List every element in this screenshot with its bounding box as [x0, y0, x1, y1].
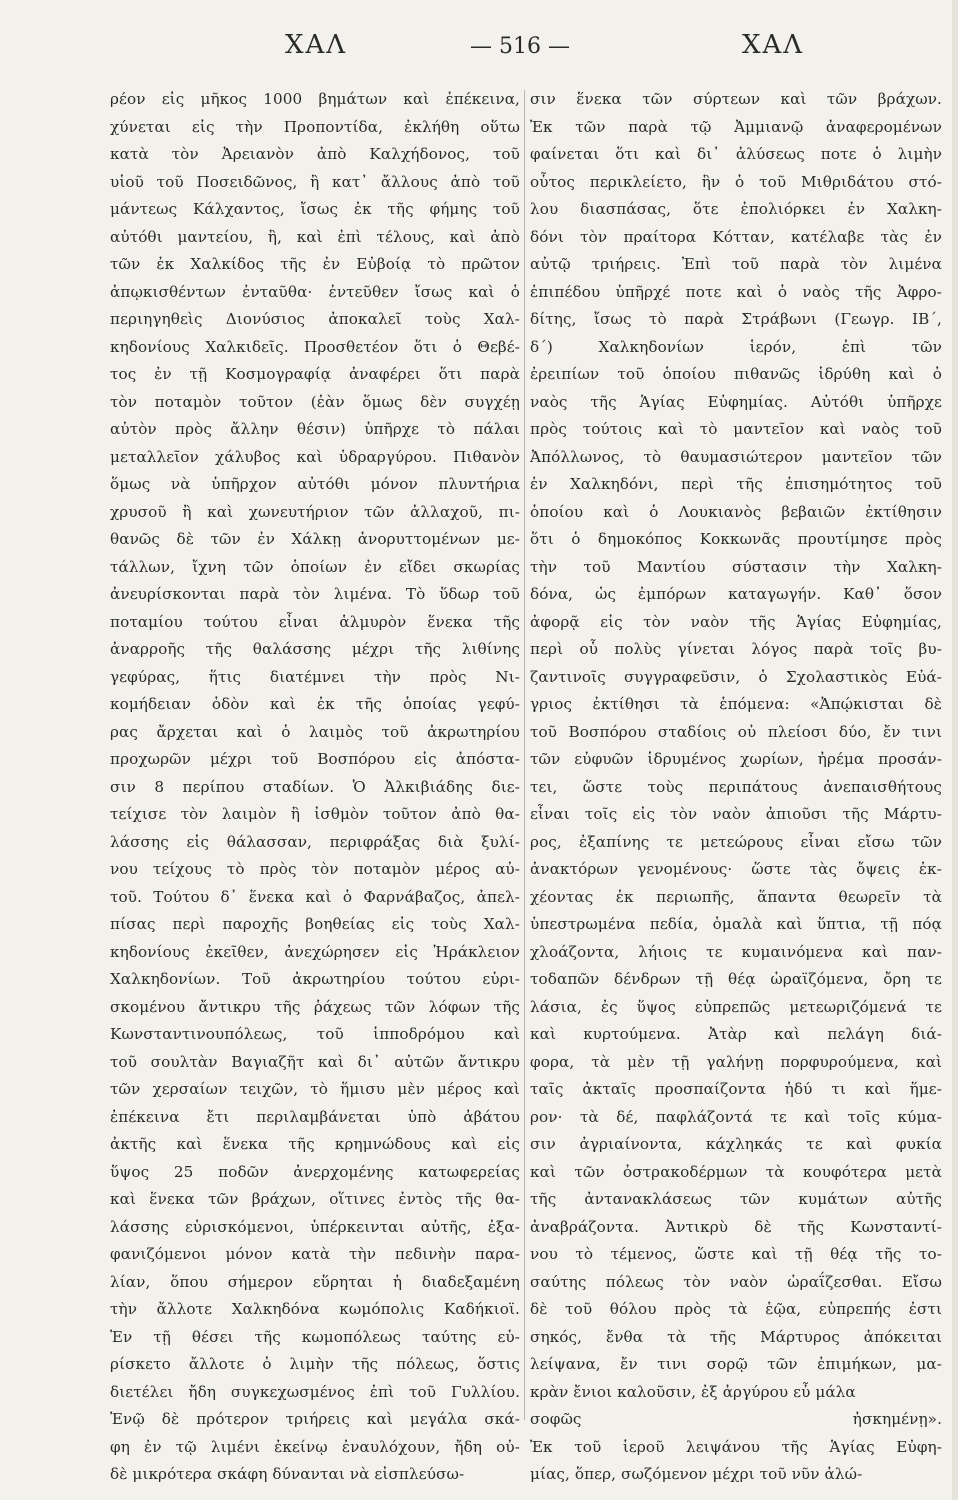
text-line: προχωρῶν μέχρι τοῦ Βοσπόρου εἰς ἀπόστα-	[110, 750, 520, 768]
text-line: ἐπιπέδου ὑπῆρχέ ποτε καὶ ὁ ναὸς τῆς Ἀφρο-	[530, 282, 942, 301]
right-text-column	[530, 86, 942, 1489]
text-line: ὕψος 25 ποδῶν ἀνερχομένης κατωφερείας	[110, 1162, 520, 1181]
text-line: κηδονίους ἐκεῖθεν, ἀνεχώρησεν εἰς Ἡράκλειον	[110, 942, 520, 961]
text-line: Ἐκ τοῦ ἱεροῦ λειψάνου τῆς Ἁγίας Εὐφη-	[530, 1437, 942, 1456]
text-line: ἐπέκεινα ἔτι περιλαμβάνεται ὑπὸ ἀβάτου	[110, 1107, 520, 1126]
text-line: τοῦ σουλτὰν Βαγιαζῆτ καὶ δι᾽ αὐτῶν ἄντικρυ	[110, 1052, 520, 1071]
text-line: γεφύρας, ἥτις διατέμνει τὴν πρὸς Νι-	[110, 667, 520, 686]
text-line: ζαντινοῖς συγγραφεῦσιν, ὁ Σχολαστικὸς Εὐά-	[530, 667, 942, 686]
text-line: τείχισε τὸν λαιμὸν ἢ ἰσθμὸν τοῦτον ἀπὸ θα-	[110, 805, 520, 823]
text-line: σαύτης πόλεως τὸν ναὸν ὡραΐζεσθαι. Εἴσω	[530, 1272, 942, 1291]
text-line: δ΄) Χαλκηδονίων ἱερόν, ἐπὶ τῶν	[530, 337, 942, 356]
text-line: φαίνεται ὅτι καὶ δι᾽ ἀλύσεως ποτε ὁ λιμὴν	[530, 145, 942, 163]
text-line: περιηγηθεὶς Διονύσιος ἀποκαλεῖ τοὺς Χαλ-	[110, 310, 520, 328]
text-line: λείψανα, ἔν τινι σορῷ τῶν ἐπιμήκων, μα-	[530, 1355, 942, 1373]
header-left-title: ΧΑΛ	[285, 30, 348, 60]
text-line: φορα, τὰ μὲν τῇ γαλήνῃ πορφυρούμενα, καὶ	[530, 1052, 942, 1071]
text-line: ἀναβράζοντα. Ἀντικρὺ δὲ τῆς Κωνσταντί-	[530, 1217, 942, 1236]
text-line: τὴν ἄλλοτε Χαλκηδόνα κωμόπολις Καδήκιοϊ.	[110, 1300, 520, 1318]
text-line: λίαν, ὅπου σήμερον εὕρηται ἡ διαδεξαμένη	[110, 1272, 520, 1291]
text-line: εἶναι τοῖς εἰς τὸν ναὸν ἀπιοῦσι τῆς Μάρτυ-	[530, 805, 942, 823]
text-line: χρυσοῦ ἢ καὶ χωνευτήριον τῶν ἀλλαχοῦ, πι-	[110, 502, 520, 521]
column-divider	[524, 90, 525, 1420]
text-line: σιν ἕνεκα τῶν σύρτεων καὶ τῶν βράχων.	[530, 90, 942, 108]
text-line: πίσας περὶ παροχῆς βοηθείας εἰς τοὺς Χαλ-	[110, 915, 520, 933]
text-line: δὲ τοῦ θόλου πρὸς τὰ ἑῷα, εὐπρεπής ἐστι	[530, 1300, 942, 1318]
header-right-title: ΧΑΛ	[742, 30, 805, 60]
text-line: Χαλκηδονίων. Τοῦ ἀκρωτηρίου τούτου εὑρι-	[110, 970, 520, 988]
scan-edge	[952, 0, 958, 1500]
text-line: δόνα, ὡς ἐμπόρων καταγωγήν. Καθ᾽ ὅσον	[530, 585, 942, 603]
text-line: αὐτόθι μαντείου, ἢ, καὶ ἐπὶ τέλους, καὶ ἀπὸ	[110, 227, 520, 246]
text-line: τῆς ἀντανακλάσεως τῶν κυμάτων αὐτῆς	[530, 1190, 942, 1208]
text-line: λου διασπάσας, ὅτε ἐπολιόρκει ἐν Χαλκη-	[530, 200, 942, 218]
text-line: διετέλει ἤδη συγκεχωσμένος ἐπὶ τοῦ Γυλλίου.	[110, 1382, 520, 1401]
text-line: γριος ἐκτίθησι τὰ ἑπόμενα: «Ἀπῴκισται δὲ	[530, 695, 942, 713]
text-line: αὐτῷ τριήρεις. Ἐπὶ τοῦ παρὰ τὸν λιμένα	[530, 255, 942, 273]
text-line: λάσσης εὑρισκόμενοι, ὑπέρκεινται αὐτῆς, ἐξα-	[110, 1217, 520, 1236]
text-line: χέοντας ἐκ περιωπῆς, ἅπαντα θεωρεῖν τὰ	[530, 887, 942, 906]
text-line: ναὸς τῆς Ἁγίας Εὐφημίας. Αὐτόθι ὑπῆρχε	[530, 392, 942, 411]
text-line: καὶ κυρτούμενα. Ἀτὰρ καὶ πελάγη διά-	[530, 1025, 942, 1043]
left-text-column	[110, 86, 520, 1489]
text-line: κατὰ τὸν Ἀρειανὸν ἀπὸ Καλχήδονος, τοῦ	[110, 145, 520, 163]
page-header	[0, 30, 958, 70]
text-line: ἀνευρίσκονται παρὰ τὸν λιμένα. Τὸ ὕδωρ τοῦ	[110, 585, 520, 603]
text-line: νου τείχους τὸ πρὸς τὸν ποταμὸν μέρος αὐ-	[110, 860, 520, 878]
text-line: ἀπῳκισθέντων ἐνταῦθα· ἐντεῦθεν ἴσως καὶ ὁ	[110, 282, 520, 301]
text-line: φη ἐν τῷ λιμένι ἐκείνῳ ἐναυλόχουν, ἤδη οὐ-	[110, 1437, 520, 1456]
text-line: δόνι τὸν πραίτορα Κότταν, κατέλαβε τὰς ἐν	[530, 227, 942, 246]
text-line: τῶν χερσαίων τειχῶν, τὸ ἥμισυ μὲν μέρος καὶ	[110, 1080, 520, 1098]
text-line: τοδαπῶν δένδρων τῇ θέᾳ ὡραϊζόμενα, ὄρη τε	[530, 970, 942, 988]
text-line: μάντεως Κάλχαντος, ἴσως ἐκ τῆς φήμης τοῦ	[110, 200, 520, 218]
text-line: τάλλων, ἴχνη τῶν ὁποίων ἐν εἴδει σκωρίας	[110, 557, 520, 576]
text-line: φανιζόμενοι μόνον κατὰ τὴν πεδινὴν παρα-	[110, 1245, 520, 1263]
text-line: ρος, ἐξαπίνης τε μετεώρους εἶναι εἴσω τῶν	[530, 832, 942, 851]
text-line: ἐρειπίων τοῦ ὁποίου πιθανῶς ἱδρύθη καὶ ὁ	[530, 365, 942, 383]
text-line: σιν 8 περίπου σταδίων. Ὁ Ἀλκιβιάδης διε-	[110, 777, 520, 796]
text-line: ἀνακτόρων γενομένους· ὥστε τὰς ὄψεις ἐκ-	[530, 860, 942, 878]
text-line: ρας ἄρχεται καὶ ὁ λαιμὸς τοῦ ἀκρωτηρίου	[110, 722, 520, 741]
text-line: ὁποίου καὶ ὁ Λουκιανὸς βεβαιῶν ἐκτίθησιν	[530, 502, 942, 521]
text-line: τὴν τοῦ Μαντίου σύστασιν τὴν Χαλκη-	[530, 557, 942, 576]
text-line: ποταμίου τούτου εἶναι ἁλμυρὸν ἕνεκα τῆς	[110, 612, 520, 631]
text-line: χλοάζοντα, λήιοις τε κυμαινόμενα καὶ παν-	[530, 942, 942, 961]
text-line: Ἀπόλλωνος, τὸ θαυμασιώτερον μαντεῖον τῶν	[530, 447, 942, 466]
text-line: σιν ἀγριαίνοντα, κάχληκάς τε καὶ φυκία	[530, 1135, 942, 1153]
text-line: καὶ ἕνεκα τῶν βράχων, οἵτινες ἐντὸς τῆς θα-	[110, 1190, 520, 1208]
text-line: ὑπεστρωμένα πεδία, ὁμαλὰ καὶ ὕπτια, τῇ πόᾳ	[530, 915, 942, 933]
text-line: καὶ τῶν ὀστρακοδέρμων τὰ κουφότερα μετὰ	[530, 1162, 942, 1181]
text-line: πρὸς τούτοις καὶ τὸ μαντεῖον καὶ ναὸς τοῦ	[530, 420, 942, 438]
text-line: ἀφορᾷ εἰς τὸν ναὸν τῆς Ἁγίας Εὐφημίας,	[530, 612, 942, 631]
text-line: Κωνσταντινουπόλεως, τοῦ ἱπποδρόμου καὶ	[110, 1025, 520, 1043]
text-line: Ἐνῷ δὲ πρότερον τριήρεις καὶ μεγάλα σκά-	[110, 1410, 520, 1428]
text-line: ρέον εἰς μῆκος 1000 βημάτων καὶ ἐπέκεινα,	[110, 90, 520, 108]
text-line: Ἐκ τῶν παρὰ τῷ Ἀμμιανῷ ἀναφερομένων	[530, 117, 942, 136]
text-line: τῶν ἐκ Χαλκίδος τῆς ἐν Εὐβοίᾳ τὸ πρῶτον	[110, 255, 520, 273]
text-line: σοφῶς ἠσκημένῃ».	[530, 1410, 942, 1428]
text-line: τῶν εὐφυῶν ἱδρυμένος χωρίων, ἠρέμα προσάν-	[530, 750, 942, 768]
text-line: δίτης, ἴσως τὸ παρὰ Στράβωνι (Γεωγρ. ΙΒ΄,	[530, 310, 942, 328]
text-line: ἀναρροῆς τῆς θαλάσσης μέχρι τῆς λιθίνης	[110, 640, 520, 658]
text-line: μεταλλεῖον χάλυβος καὶ ὑδραργύρου. Πιθανὸν	[110, 447, 520, 466]
text-line: αὐτὸν πρὸς ἄλλην θέσιν) ὑπῆρχε τὸ πάλαι	[110, 420, 520, 438]
text-line: τει, ὥστε τοὺς περιπάτους ἀνεπαισθήτους	[530, 777, 942, 796]
text-line: ταῖς ἀκταῖς προσπαίζοντα ἡδύ τι καὶ ἥμε-	[530, 1080, 942, 1098]
text-line: Ἐν τῇ θέσει τῆς κωμοπόλεως ταύτης εὑ-	[110, 1327, 520, 1346]
page-number: — 516 —	[470, 34, 570, 59]
text-line: κομήδειαν ὁδὸν καὶ ἐκ τῆς ὁποίας γεφύ-	[110, 695, 520, 713]
text-line: νου τὸ τέμενος, ὥστε καὶ τῇ θέᾳ τῆς το-	[530, 1245, 942, 1263]
text-line: δὲ μικρότερα σκάφη δύνανται νὰ εἰσπλεύσω-	[110, 1465, 465, 1483]
text-line: τοῦ Βοσπόρου σταδίοις οὐ πλείοσι δύο, ἔν τινι	[530, 722, 942, 741]
text-line: κηδονίους Χαλκιδεῖς. Προσθετέον ὅτι ὁ Θεβέ-	[110, 337, 520, 356]
text-line: τὸν ποταμὸν τοῦτον (ἐὰν ὅμως δὲν συγχέῃ	[110, 392, 520, 411]
text-line: θανῶς δὲ τῶν ἐν Χάλκῃ ἀνορυττομένων με-	[110, 530, 520, 548]
text-line: χύνεται εἰς τὴν Προποντίδα, ἐκλήθη οὕτω	[110, 117, 520, 136]
text-line: ἐν Χαλκηδόνι, περὶ τῆς ἐπισημότητος τοῦ	[530, 475, 942, 493]
text-line: σηκός, ἔνθα τὰ τῆς Μάρτυρος ἀπόκειται	[530, 1327, 942, 1346]
text-line: ὅτι ὁ δημοκόπος Κοκκωνᾶς προυτίμησε πρὸς	[530, 530, 942, 548]
text-line: ἀκτῆς καὶ ἕνεκα τῆς κρημνώδους καὶ εἰς	[110, 1135, 520, 1153]
text-line: περὶ οὗ πολὺς γίνεται λόγος παρὰ τοῖς βυ-	[530, 640, 942, 658]
text-line: τοῦ. Τούτου δ᾽ ἕνεκα καὶ ὁ Φαρνάβαζος, ἀπελ-	[110, 887, 520, 906]
text-line: μίας, ὅπερ, σωζόμενον μέχρι τοῦ νῦν ἀλώ-	[530, 1465, 863, 1483]
text-line: λάσια, ἐς ὕψος εὐπρεπῶς μετεωριζόμενά τε	[530, 997, 942, 1016]
text-line: τος ἐν τῇ Κοσμογραφίᾳ ἀναφέρει ὅτι παρὰ	[110, 365, 520, 383]
text-line: κρὰν ἔνιοι καλοῦσιν, ἐξ ἀργύρου εὖ μάλα	[530, 1382, 856, 1401]
text-line: υἱοῦ τοῦ Ποσειδῶνος, ἢ κατ᾽ ἄλλους ἀπὸ τοῦ	[110, 172, 520, 191]
text-line: σκομένου ἄντικρυ τῆς ῥάχεως τῶν λόφων τῆς	[110, 997, 520, 1016]
text-line: ὅμως νὰ ὑπῆρχον αὐτόθι μόνον πλυντήρια	[110, 475, 520, 493]
text-line: οὗτος περικλείετο, ἣν ὁ τοῦ Μιθριδάτου στό-	[530, 172, 942, 191]
text-line: ρον· τὰ δέ, παφλάζοντά τε καὶ τοῖς κύμα-	[530, 1107, 942, 1126]
text-line: ρίσκετο ἄλλοτε ὁ λιμὴν τῆς πόλεως, ὅστις	[110, 1355, 520, 1373]
text-line: λάσσης εἰς θάλασσαν, περιφράξας διὰ ξυλί-	[110, 832, 520, 851]
